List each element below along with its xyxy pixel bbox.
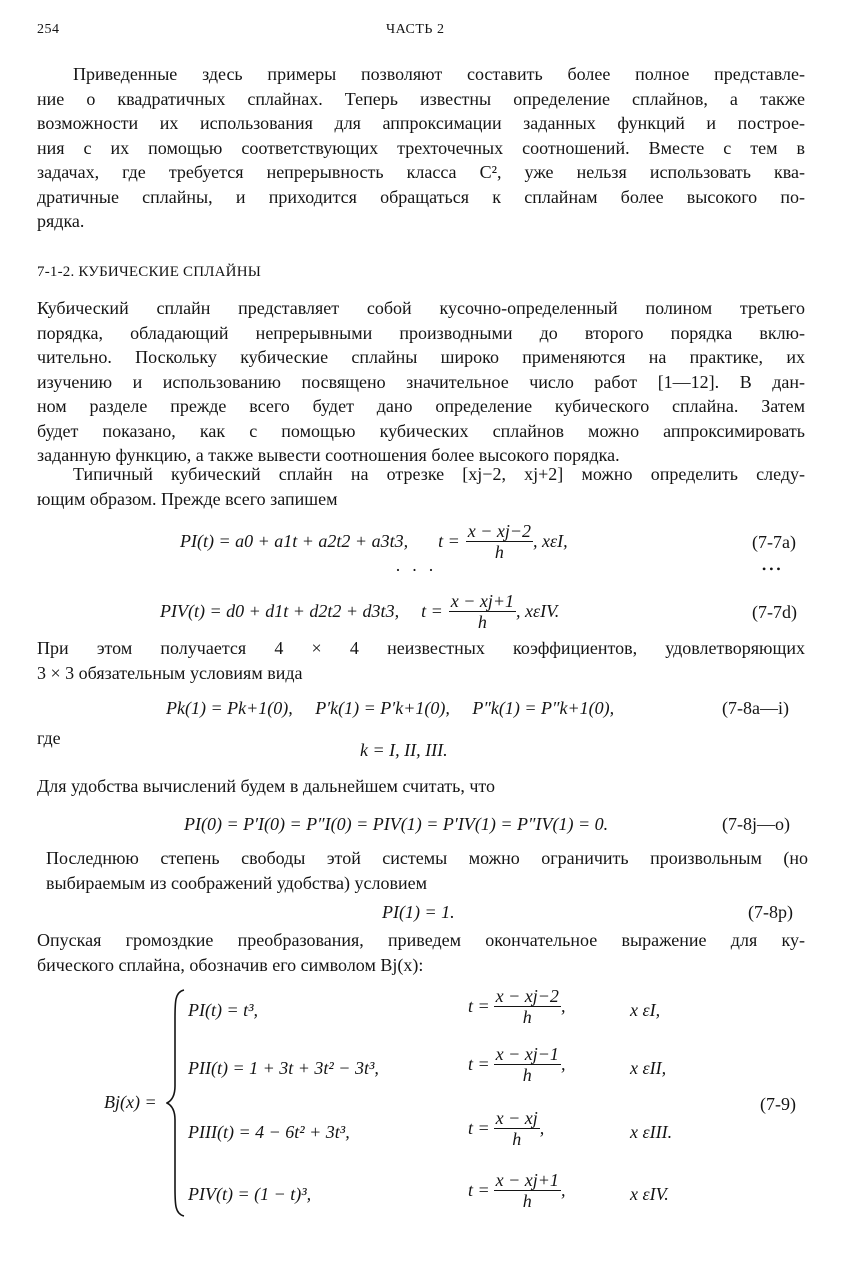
- case-t-definition: t = $\frac{x - xj-1}{h}$ ,: [468, 1044, 566, 1085]
- comma: ,: [560, 1180, 566, 1200]
- equation-lhs: PIV(t) = d0 + d1t + d2t2 + d3t3,: [160, 600, 400, 621]
- equation-number: (7-8p): [748, 902, 793, 922]
- equation-number: (7-7d): [752, 602, 797, 622]
- fraction-numerator: x − xj−1: [495, 1044, 559, 1064]
- fraction: [494, 1044, 561, 1085]
- text-line: дратичные сплайны, и приходится обращаться к сплайнам более высокого по-: [37, 186, 805, 207]
- fraction-numerator: x − xj+1: [495, 1170, 559, 1190]
- fraction-numerator: x − xj: [495, 1108, 538, 1128]
- fraction-numerator: x − xj+1: [450, 590, 514, 611]
- paragraph-degree-of-freedom: [46, 846, 808, 895]
- k-values: k = I, II, III.: [360, 740, 448, 760]
- equation-number: (7-8j—o): [722, 814, 790, 834]
- equation-number: (7-7a): [752, 532, 796, 552]
- equation-domain: , xεIV.: [516, 600, 560, 621]
- case-t-definition: t = $\frac{x - xj}{h}$ ,: [468, 1108, 545, 1149]
- text-line: заданную функцию, а также вывести соотношения более высокого порядка.: [37, 445, 620, 465]
- section-title: 7-1-2. КУБИЧЕСКИЕ СПЛАЙНЫ: [37, 264, 262, 280]
- page-number: 254: [37, 22, 60, 37]
- text-line: Типичный кубический сплайн на отрезке [xj−2, xj+2] можно определить следу-: [73, 464, 805, 484]
- case-expression: PII(t) = 1 + 3t + 3t² − 3t³,: [188, 1058, 379, 1078]
- equation-number: (7-9): [760, 1094, 796, 1114]
- fraction-denominator: h: [494, 541, 504, 562]
- fraction: [494, 1170, 561, 1211]
- paragraph-convenience: [37, 774, 805, 799]
- fraction-denominator: h: [477, 611, 487, 632]
- fraction-denominator: h: [522, 1065, 532, 1085]
- equation-domain: , xεI,: [533, 530, 568, 551]
- comma: ,: [539, 1118, 545, 1138]
- equation-7-7d: [160, 588, 559, 634]
- text-line: Последнюю степень свободы этой системы можно ограничить произвольным (но: [46, 848, 808, 868]
- t-equals: t =: [421, 600, 443, 621]
- equation-7-7a: [180, 518, 568, 564]
- case-domain: x εI,: [630, 1000, 661, 1020]
- paragraph-typical-spline: [37, 462, 805, 511]
- case-expression: PI(t) = t³,: [188, 1000, 259, 1020]
- paragraph-intro: [37, 62, 805, 234]
- paragraph-final-expression: [37, 928, 805, 977]
- running-title: ЧАСТЬ 2: [386, 22, 445, 37]
- fraction: [494, 986, 561, 1027]
- fraction-denominator: h: [512, 1129, 522, 1149]
- text-line: Для удобства вычислений будем в дальнейшем считать, что: [37, 776, 496, 796]
- fraction-denominator: h: [522, 1191, 532, 1211]
- comma: ,: [560, 996, 566, 1016]
- text-line: задачах, где требуется непрерывность класса C², уже нельзя использовать ква-: [37, 162, 805, 182]
- equation-7-8a-i: Pk(1) = Pk+1(0), P′k(1) = P′k+1(0), P″k(1) = P″k+1(0),: [166, 698, 615, 718]
- text-line: При этом получается 4 × 4 неизвестных коэффициентов, удовлетворяющих: [37, 638, 805, 658]
- text-line: чительно. Поскольку кубические сплайны широко применяются на практике, их: [37, 347, 805, 367]
- equation-lhs: PI(t) = a0 + a1t + a2t2 + a3t3,: [180, 530, 409, 551]
- text-line: Приведенные здесь примеры позволяют составить более полное представле-: [73, 64, 805, 84]
- case-expression: PIII(t) = 4 − 6t² + 3t³,: [188, 1122, 350, 1142]
- text-line: ном разделе прежде всего будет дано определение кубического сплайна. Затем: [37, 396, 805, 416]
- text-line: Опуская громоздкие преобразования, приведем окончательное выражение для ку-: [37, 930, 805, 950]
- case-domain: x εII,: [630, 1058, 667, 1078]
- paragraph-definition: [37, 296, 805, 468]
- case-domain: x εIV.: [630, 1184, 669, 1204]
- case-t-definition: t = $\frac{x - xj+1}{h}$ ,: [468, 1170, 566, 1211]
- fraction: [494, 1108, 540, 1149]
- text-line: ния с их помощью соответствующих трехточечных соотношений. Вместе с тем в: [37, 137, 805, 158]
- case-t-definition: t = $\frac{x - xj-2}{h}$ ,: [468, 986, 566, 1027]
- text-line: бического сплайна, обозначив его символом Bj(x):: [37, 954, 424, 975]
- text-line: 3 × 3 обязательным условиям вида: [37, 662, 303, 683]
- case-domain: x εIII.: [630, 1122, 673, 1142]
- text-line: ющим образом. Прежде всего запишем: [37, 488, 338, 509]
- text-line: возможности их использования для аппроксимации заданных функций и построе-: [37, 113, 805, 133]
- fraction-numerator: x − xj−2: [495, 986, 559, 1006]
- text-line: будет показано, как с помощью кубических сплайнов можно аппроксимировать: [37, 420, 805, 441]
- left-brace: [166, 988, 186, 1218]
- where-label: где: [37, 728, 61, 748]
- ellipsis: · · ·: [395, 560, 437, 580]
- text-line: Кубический сплайн представляет собой кусочно-определенный полином третьего: [37, 298, 805, 318]
- comma: ,: [560, 1054, 566, 1074]
- equation-number: (7-8a—i): [722, 698, 789, 718]
- equation-7-8j-o: PI(0) = P′I(0) = P″I(0) = PIV(1) = P′IV(1) = P″IV(1) = 0.: [184, 814, 609, 834]
- ellipsis-right: •••: [762, 562, 784, 576]
- equation-7-8p: PI(1) = 1.: [382, 902, 455, 922]
- text-line: порядка, обладающий непрерывными производными до второго порядка вклю-: [37, 322, 805, 343]
- paragraph-coefficients: [37, 636, 805, 685]
- fraction-denominator: h: [522, 1007, 532, 1027]
- text-line: ние о квадратичных сплайнах. Теперь известны определение сплайнов, а также: [37, 88, 805, 109]
- fraction: [449, 591, 516, 632]
- equation-7-9-lhs: Bj(x) =: [104, 1092, 157, 1112]
- case-expression: PIV(t) = (1 − t)³,: [188, 1184, 312, 1204]
- text-line: выбираемым из соображений удобства) условием: [46, 872, 427, 893]
- t-equals: t =: [438, 530, 460, 551]
- fraction: [466, 521, 533, 562]
- text-line: изучению и использованию посвящено значительное число работ [1—12]. В дан-: [37, 371, 805, 392]
- text-line: рядка.: [37, 211, 85, 231]
- fraction-numerator: x − xj−2: [467, 520, 532, 541]
